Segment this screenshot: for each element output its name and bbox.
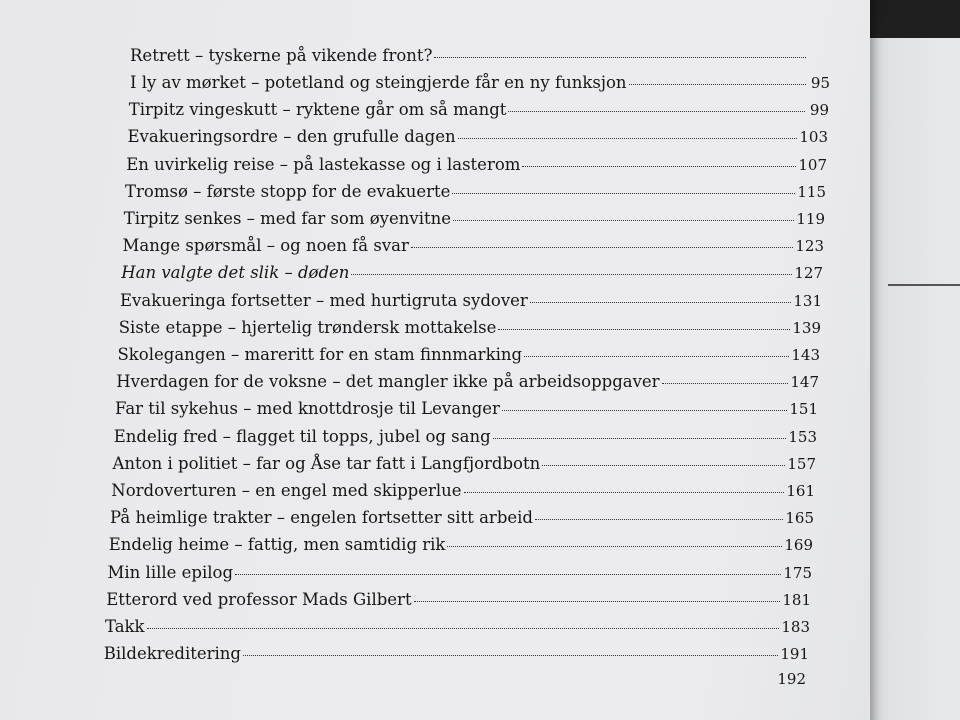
toc-entry-title: En uvirkelig reise – på lastekasse og i lasterom xyxy=(126,154,521,174)
toc-entry-page: 192 xyxy=(777,670,806,689)
dot-leader xyxy=(629,84,807,85)
toc-entry-title: Evakueringa fortsetter – med hurtigruta sydover xyxy=(120,290,528,310)
toc-entry-page: 161 xyxy=(786,482,815,500)
toc-entry xyxy=(125,182,826,204)
toc-entry xyxy=(115,399,818,421)
dot-leader xyxy=(542,465,785,466)
toc-entry-page: 147 xyxy=(790,373,819,392)
toc-entry-page: 123 xyxy=(795,237,824,256)
toc-entry-title: Etterord ved professor Mads Gilbert xyxy=(106,589,412,609)
toc-entry-page: 131 xyxy=(793,291,822,310)
toc-entry-title: Anton i politiet – far og Åse tar fatt i Langfjordbotn xyxy=(112,453,541,473)
toc-entry-title: Endelig heime – fattig, men samtidig rik xyxy=(108,535,446,555)
dot-leader xyxy=(502,410,787,411)
toc-entry-page: 103 xyxy=(799,128,828,147)
toc-entry-title: Hverdagen for de voksne – det mangler ikke på arbeidsoppgaver xyxy=(116,372,660,392)
toc-entry xyxy=(130,73,830,95)
toc-entry xyxy=(105,617,810,639)
toc-entry-title: Evakueringsordre – den grufulle dagen xyxy=(127,127,456,147)
toc-entry xyxy=(128,127,829,149)
toc-entry-title: Takk xyxy=(105,617,145,636)
toc-entry xyxy=(109,535,813,557)
dot-leader xyxy=(458,138,798,139)
toc-entry-title: Tirpitz senkes – med far som øyenvitne xyxy=(123,209,452,228)
toc-entry-page: 119 xyxy=(796,210,825,228)
toc-entry-title: Tromsø – første stopp for de evakuerte xyxy=(125,181,451,201)
dot-leader xyxy=(351,274,792,275)
toc-entry-title: Han valgte det slik – døden xyxy=(121,263,350,283)
toc-entry-page: 115 xyxy=(797,182,826,201)
toc-entry xyxy=(124,209,825,231)
toc-entry-title: Far til sykehus – med knottdrosje til Levanger xyxy=(115,399,500,419)
toc-entry-page: 143 xyxy=(791,346,820,364)
dot-leader xyxy=(662,383,789,384)
dot-leader xyxy=(535,519,783,520)
toc-entry xyxy=(119,318,821,340)
dot-leader xyxy=(147,628,780,629)
dot-leader xyxy=(414,601,781,602)
toc-entry-page: 181 xyxy=(782,590,811,609)
toc-entry-final-page xyxy=(101,669,807,691)
dot-leader xyxy=(524,356,789,357)
toc-entry xyxy=(123,236,825,258)
toc-entry xyxy=(110,508,814,530)
toc-entry-page: 127 xyxy=(794,264,823,283)
toc-entry-page: 165 xyxy=(785,509,814,528)
toc-entry-title: Mange spørsmål – og noen få svar xyxy=(122,236,409,256)
toc-entry xyxy=(120,291,822,313)
toc-entry-page: 151 xyxy=(789,400,818,419)
toc-entry-title: Endelig fred – flagget til topps, jubel og sang xyxy=(113,426,491,446)
toc-entry-page: 191 xyxy=(780,645,809,664)
dot-leader xyxy=(508,111,805,112)
toc-entry-page: 183 xyxy=(781,618,810,636)
toc-entry-title: Skolegangen – mareritt for en stam finnmarking xyxy=(117,345,523,364)
dot-leader xyxy=(522,166,796,167)
toc-entry xyxy=(118,345,821,367)
toc-entry-title: Retrett – tyskerne på vikende front? xyxy=(130,46,433,65)
dot-leader xyxy=(243,655,778,656)
dot-leader xyxy=(453,220,794,221)
toc-entry-title: Siste etappe – hjertelig trøndersk mottakelse xyxy=(118,317,497,337)
toc-entry-title: I ly av mørket – potetland og steingjerde får en ny funksjon xyxy=(130,73,627,92)
toc-entry-page: 95 xyxy=(810,74,830,92)
toc-entry-page: 169 xyxy=(784,536,813,555)
dot-leader xyxy=(235,574,781,575)
toc-entry xyxy=(113,454,817,476)
dot-leader xyxy=(530,302,792,303)
toc-entry-page: 175 xyxy=(783,563,812,582)
dot-leader xyxy=(493,438,787,439)
toc-entry-title: Tirpitz vingeskutt – ryktene går om så mangt xyxy=(128,100,507,120)
toc-entry-title: Bildekreditering xyxy=(103,644,241,664)
toc-entry-title: På heimlige trakter – engelen fortsetter sitt arbeid xyxy=(110,508,533,528)
toc-entry xyxy=(108,563,813,585)
dot-leader xyxy=(447,546,782,547)
toc-entry xyxy=(116,372,819,394)
toc-entry-page: 99 xyxy=(809,101,829,120)
toc-entry xyxy=(121,263,823,285)
toc-entry xyxy=(114,427,817,449)
toc-entry-title: Nordoverturen – en engel med skipperlue xyxy=(111,481,462,500)
dot-leader xyxy=(464,492,785,493)
dot-leader xyxy=(498,329,790,330)
toc-entry-title: Min lille epilog xyxy=(107,562,234,582)
toc-entry-page: 153 xyxy=(788,427,817,446)
toc-entry xyxy=(106,590,811,612)
dot-leader xyxy=(452,193,795,194)
toc-entry xyxy=(104,644,809,666)
toc-entry xyxy=(126,155,827,177)
toc-entry-page: 157 xyxy=(787,454,816,473)
toc-entry-page: 139 xyxy=(792,318,821,337)
toc-entry xyxy=(111,481,815,503)
toc-entry xyxy=(129,100,829,122)
dot-leader xyxy=(411,247,793,248)
toc-entry-page: 107 xyxy=(798,155,827,174)
